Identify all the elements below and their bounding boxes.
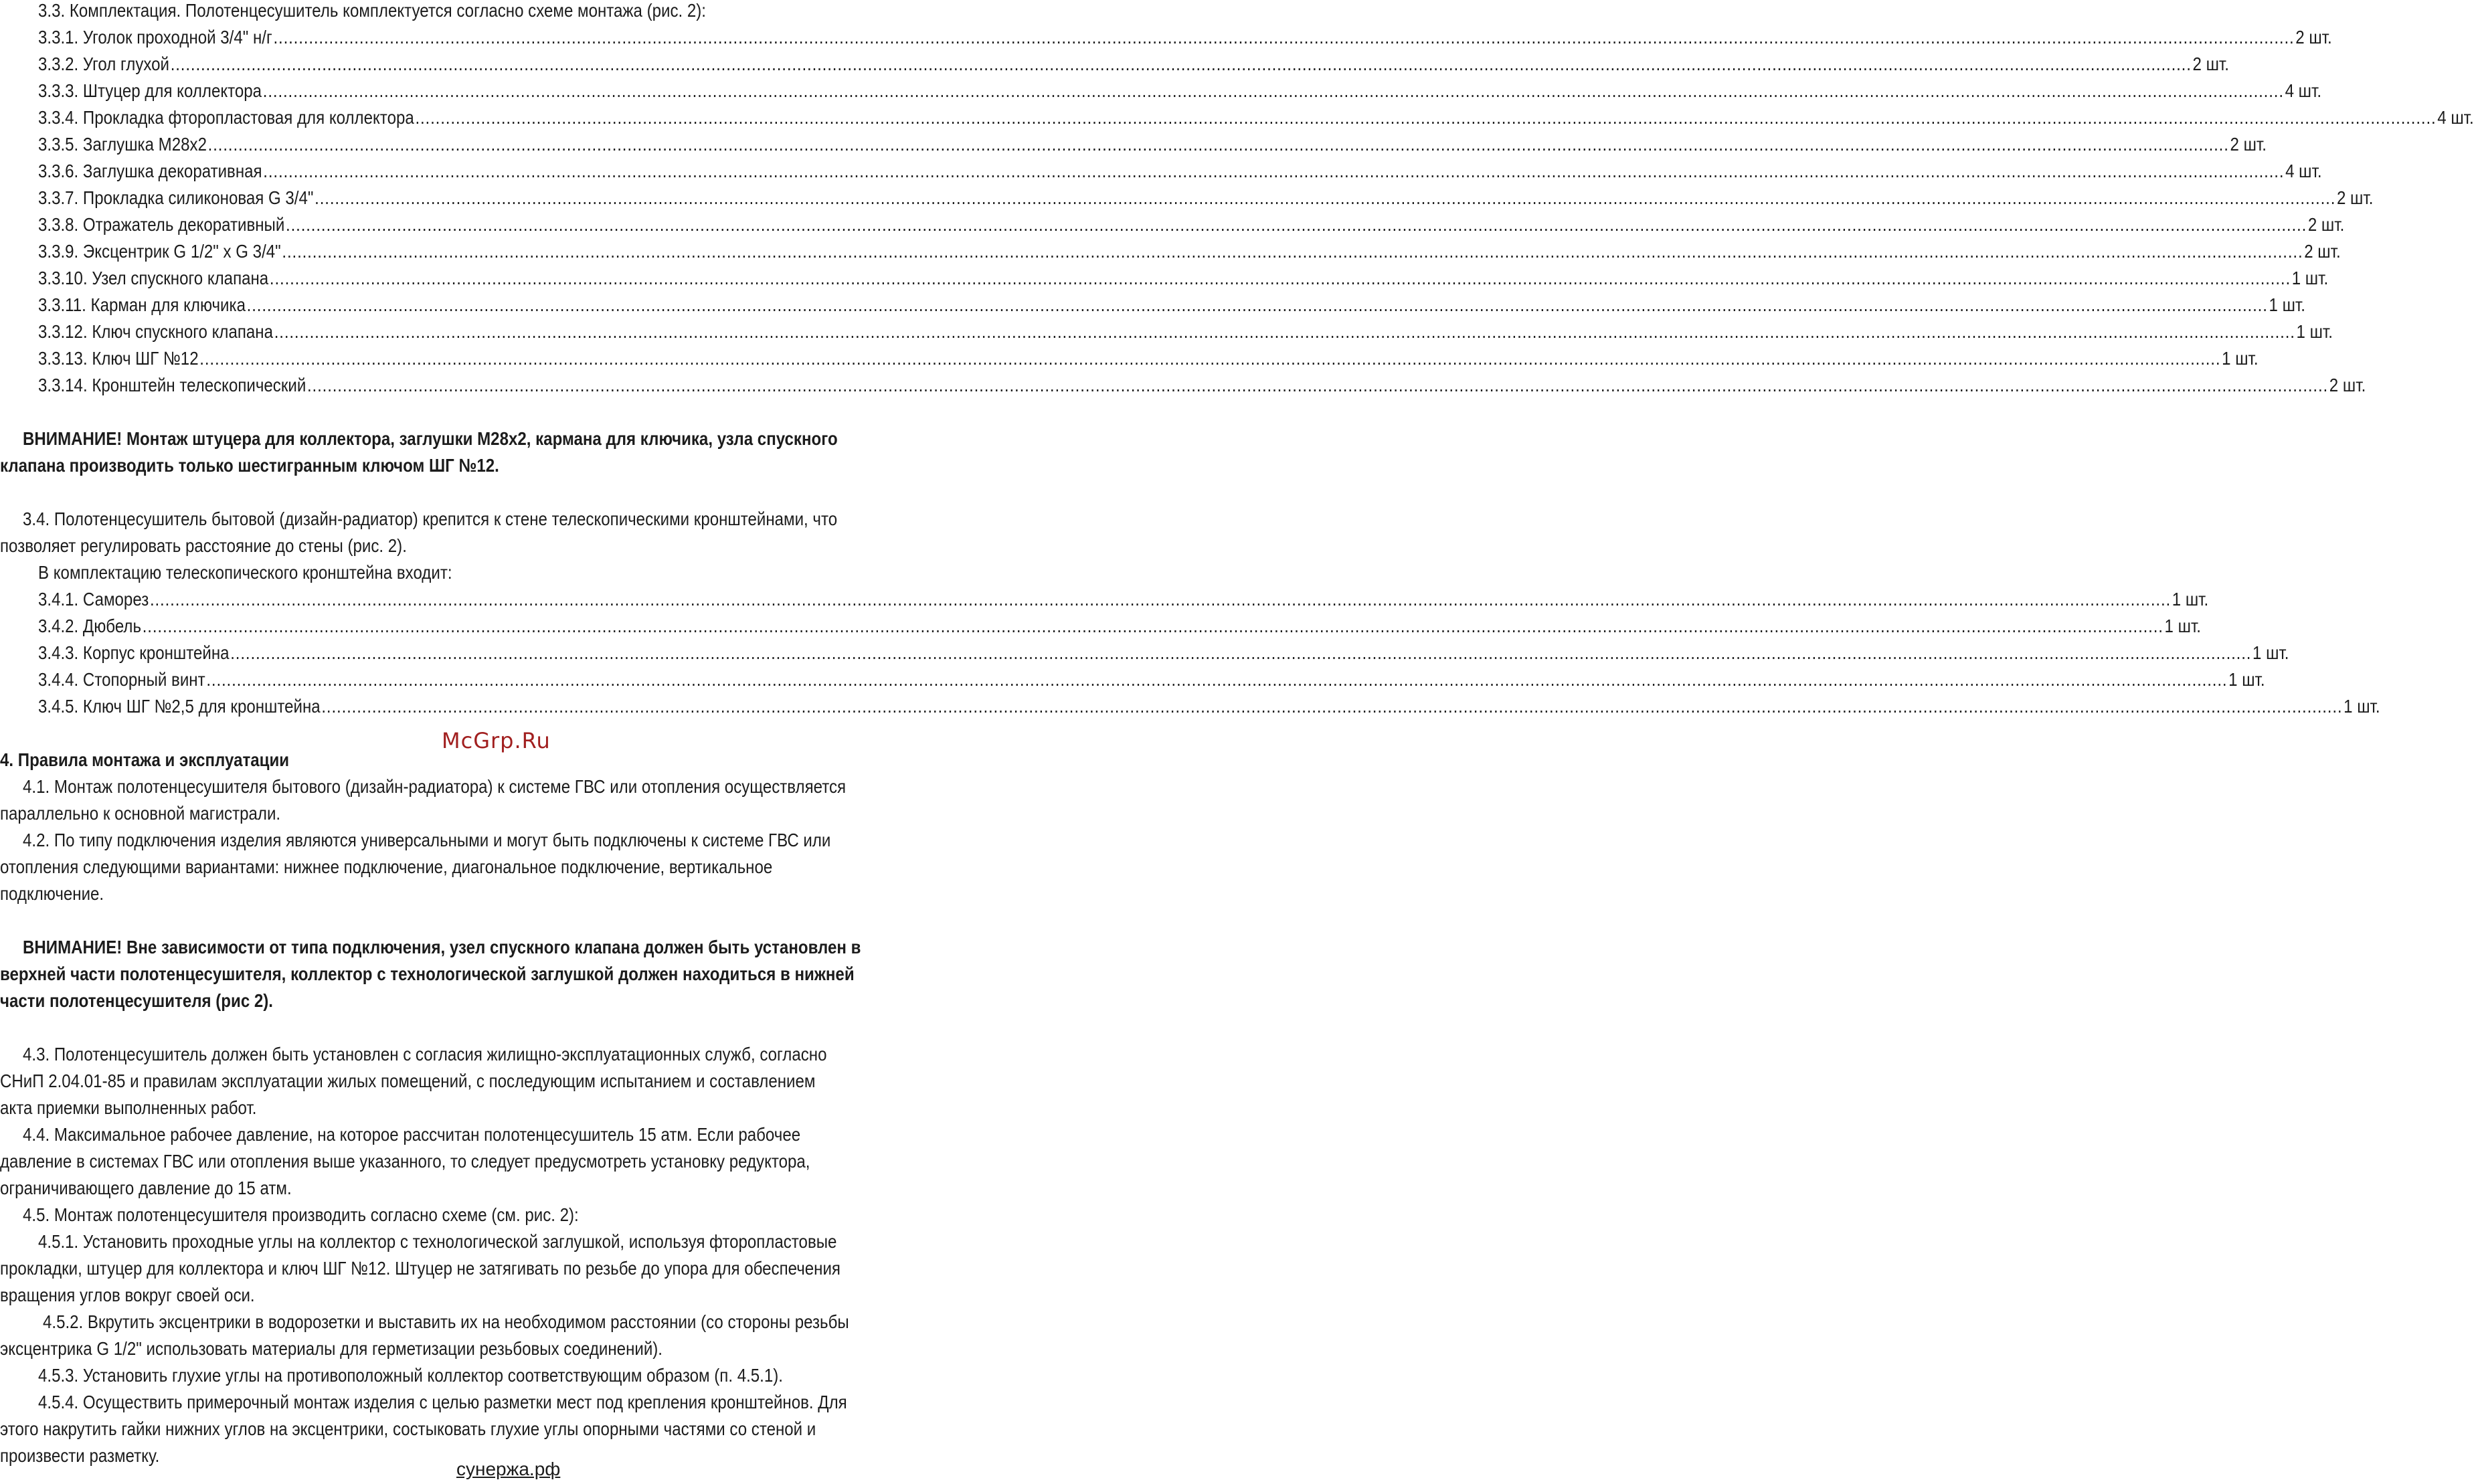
item-quantity: 1 шт. <box>2269 294 2305 315</box>
item-quantity: 1 шт. <box>2164 616 2202 636</box>
leader-dots: ................................................................................................................................................................................................................................................................................................................................................................................................................ <box>274 321 2295 342</box>
p-4-2-line-1: 4.2. По типу подключения изделия являются универсальными и могут быть подключены к системе ГВС или <box>23 830 831 850</box>
item-quantity: 2 шт. <box>2307 214 2345 235</box>
p-4-4-line-3: ограничивающего давление до 15 атм. <box>0 1178 292 1198</box>
section-3-3-item-10 <box>38 265 2329 292</box>
section-3-3-heading: 3.3. Комплектация. Полотенцесушитель комплектуется согласно схеме монтажа (рис. 2): <box>38 0 707 21</box>
item-quantity: 2 шт. <box>2304 241 2341 262</box>
item-quantity: 2 шт. <box>2230 134 2267 155</box>
item-name: 3.3.14. Кронштейн телескопический <box>38 375 306 395</box>
item-quantity: 2 шт. <box>2295 27 2332 48</box>
watermark-text: McGrp.Ru <box>442 728 551 753</box>
section-3-4-item-5 <box>38 693 2380 720</box>
item-name: 3.3.4. Прокладка фторопластовая для коллектора <box>38 107 414 128</box>
item-quantity: 4 шт. <box>2285 80 2322 101</box>
leader-dots: ................................................................................................................................................................................................................................................................................................................................................................................................................ <box>149 589 2172 610</box>
item-quantity: 1 шт. <box>2344 696 2380 717</box>
section-3-4-item-4 <box>38 666 2265 693</box>
item-name: 3.3.10. Узел спускного клапана <box>38 268 269 288</box>
item-name: 3.4.5. Ключ ШГ №2,5 для кронштейна <box>38 696 321 717</box>
leader-dots: ................................................................................................................................................................................................................................................................................................................................................................................................................ <box>273 27 2295 48</box>
item-quantity: 1 шт. <box>2228 669 2265 690</box>
p-4-5-3: 4.5.3. Установить глухие углы на противоположный коллектор соответствующим образом (п. 4.5.1). <box>38 1365 783 1386</box>
leader-dots: ................................................................................................................................................................................................................................................................................................................................................................................................................ <box>415 107 2437 128</box>
p-4-5-2-line-2: эксцентрика G 1/2" использовать материалы для герметизации резьбовых соединений). <box>0 1338 662 1359</box>
item-name: 3.3.11. Карман для ключика <box>38 294 246 315</box>
item-name: 3.3.2. Угол глухой <box>38 54 169 74</box>
section-3-4-item-3 <box>38 640 2289 666</box>
leader-dots: ................................................................................................................................................................................................................................................................................................................................................................................................................ <box>269 268 2291 288</box>
item-quantity: 4 шт. <box>2437 107 2474 128</box>
p-4-5-1-line-3: вращения углов вокруг своей оси. <box>0 1285 255 1305</box>
p-4-5-4-line-3: произвести разметку. <box>0 1445 160 1466</box>
item-name: 3.3.6. Заглушка декоративная <box>38 161 262 181</box>
p-4-1-line-2: параллельно к основной магистрали. <box>0 803 281 824</box>
p-4-4-line-2: давление в системах ГВС или отопления выше указанного, то следует предусмотреть установку редуктора, <box>0 1151 810 1172</box>
section-3-3-item-4 <box>38 104 2474 131</box>
item-name: 3.4.3. Корпус кронштейна <box>38 642 230 663</box>
section-3-4-line-2: позволяет регулировать расстояние до стены (рис. 2). <box>0 535 407 556</box>
item-quantity: 1 шт. <box>2291 268 2329 288</box>
p-4-2-line-3: подключение. <box>0 883 104 904</box>
section-3-3-item-7 <box>38 185 2374 211</box>
leader-dots: ................................................................................................................................................................................................................................................................................................................................................................................................................ <box>207 134 2229 155</box>
p-4-5-1-line-1: 4.5.1. Установить проходные углы на коллектор с технологической заглушкой, используя фторопластовые <box>38 1231 837 1252</box>
leader-dots: ................................................................................................................................................................................................................................................................................................................................................................................................................ <box>262 80 2284 101</box>
item-name: 3.3.5. Заглушка М28х2 <box>38 134 207 155</box>
item-name: 3.4.4. Стопорный винт <box>38 669 205 690</box>
item-quantity: 1 шт. <box>2222 348 2259 369</box>
item-name: 3.3.8. Отражатель декоративный <box>38 214 285 235</box>
leader-dots: ................................................................................................................................................................................................................................................................................................................................................................................................................ <box>263 161 2285 181</box>
item-name: 3.4.1. Саморез <box>38 589 149 610</box>
section-3-3-item-9 <box>38 238 2341 265</box>
leader-dots: ................................................................................................................................................................................................................................................................................................................................................................................................................ <box>286 214 2307 235</box>
item-name: 3.3.12. Ключ спускного клапана <box>38 321 274 342</box>
item-name: 3.3.3. Штуцер для коллектора <box>38 80 262 101</box>
footer-site-link[interactable]: сунержа.рф <box>456 1459 561 1479</box>
p-4-5: 4.5. Монтаж полотенцесушителя производить согласно схеме (см. рис. 2): <box>23 1204 579 1225</box>
leader-dots: ................................................................................................................................................................................................................................................................................................................................................................................................................ <box>246 294 2268 315</box>
leader-dots: ................................................................................................................................................................................................................................................................................................................................................................................................................ <box>307 375 2329 395</box>
leader-dots: ................................................................................................................................................................................................................................................................................................................................................................................................................ <box>282 241 2303 262</box>
section-3-3-item-12 <box>38 318 2333 345</box>
section-3-3-item-13 <box>38 345 2259 372</box>
section-3-3-item-11 <box>38 292 2305 318</box>
item-name: 3.4.2. Дюбель <box>38 616 142 636</box>
p-4-5-4-line-1: 4.5.4. Осуществить примерочный монтаж изделия с целью разметки мест под крепления кронштейнов. Для <box>38 1392 847 1412</box>
item-quantity: 4 шт. <box>2285 161 2322 181</box>
warning-1-line-2: клапана производить только шестигранным ключом ШГ №12. <box>0 455 499 476</box>
section-3-3-item-14 <box>38 372 2366 399</box>
item-quantity: 2 шт. <box>2329 375 2366 395</box>
section-3-3-item-2 <box>38 51 2229 78</box>
p-4-2-line-2: отопления следующими вариантами: нижнее подключение, диагональное подключение, вертикальное <box>0 856 773 877</box>
leader-dots: ................................................................................................................................................................................................................................................................................................................................................................................................................ <box>321 696 2343 717</box>
p-4-5-2-line-1: 4.5.2. Вкрутить эксцентрики в водорозетки и выставить их на необходимом расстоянии (со стороны резьбы <box>43 1311 849 1332</box>
p-4-3-line-2: СНиП 2.04.01-85 и правилам эксплуатации жилых помещений, с последующим испытанием и составлением <box>0 1071 816 1091</box>
item-quantity: 1 шт. <box>2296 321 2333 342</box>
leader-dots: ................................................................................................................................................................................................................................................................................................................................................................................................................ <box>170 54 2192 74</box>
section-3-3-item-5 <box>38 131 2267 158</box>
warning-2-line-3: части полотенцесушителя (рис 2). <box>0 990 274 1011</box>
p-4-4-line-1: 4.4. Максимальное рабочее давление, на которое рассчитан полотенцесушитель 15 атм. Если рабочее <box>23 1124 801 1145</box>
p-4-5-4-line-2: этого накрутить гайки нижних углов на эксцентрики, состыковать глухие углы опорными частями со стеной и <box>0 1418 816 1439</box>
section-3-4-item-2 <box>38 613 2202 640</box>
item-name: 3.3.13. Ключ ШГ №12 <box>38 348 199 369</box>
section-3-4-line-1: 3.4. Полотенцесушитель бытовой (дизайн-радиатор) крепится к стене телескопическими кронштейнами, что <box>23 508 838 529</box>
item-quantity: 2 шт. <box>2336 187 2374 208</box>
section-3-3-item-3 <box>38 78 2322 104</box>
item-quantity: 2 шт. <box>2192 54 2229 74</box>
section-3-4-item-1 <box>38 586 2209 613</box>
item-name: 3.3.7. Прокладка силиконовая G 3/4" <box>38 187 314 208</box>
section-4-title: 4. Правила монтажа и эксплуатации <box>0 749 290 770</box>
item-name: 3.3.1. Уголок проходной 3/4" н/г <box>38 27 272 48</box>
warning-2-line-1: ВНИМАНИЕ! Вне зависимости от типа подключения, узел спускного клапана должен быть установлен в <box>23 937 861 957</box>
section-3-3-item-6 <box>38 158 2322 185</box>
leader-dots: ................................................................................................................................................................................................................................................................................................................................................................................................................ <box>206 669 2228 690</box>
leader-dots: ................................................................................................................................................................................................................................................................................................................................................................................................................ <box>142 616 2163 636</box>
item-quantity: 1 шт. <box>2172 589 2209 610</box>
leader-dots: ................................................................................................................................................................................................................................................................................................................................................................................................................ <box>199 348 2221 369</box>
p-4-5-1-line-2: прокладки, штуцер для коллектора и ключ ШГ №12. Штуцер не затягивать по резьбе до упора для обеспечения <box>0 1258 841 1279</box>
leader-dots: ................................................................................................................................................................................................................................................................................................................................................................................................................ <box>230 642 2252 663</box>
section-3-4-intro: В комплектацию телескопического кронштейна входит: <box>38 562 452 583</box>
warning-1-line-1: ВНИМАНИЕ! Монтаж штуцера для коллектора, заглушки М28х2, кармана для ключика, узла спускного <box>23 428 838 449</box>
p-4-3-line-1: 4.3. Полотенцесушитель должен быть установлен с согласия жилищно-эксплуатационных служб, согласно <box>23 1044 827 1064</box>
section-3-3-item-1 <box>38 24 2332 51</box>
item-quantity: 1 шт. <box>2252 642 2289 663</box>
warning-2-line-2: верхней части полотенцесушителя, коллектор с технологической заглушкой должен находиться в нижней <box>0 963 855 984</box>
leader-dots: ................................................................................................................................................................................................................................................................................................................................................................................................................ <box>315 187 2336 208</box>
section-3-3-item-8 <box>38 211 2345 238</box>
item-name: 3.3.9. Эксцентрик G 1/2" х G 3/4" <box>38 241 281 262</box>
p-4-3-line-3: акта приемки выполненных работ. <box>0 1097 257 1118</box>
p-4-1-line-1: 4.1. Монтаж полотенцесушителя бытового (дизайн-радиатора) к системе ГВС или отопления осуществляется <box>23 776 847 797</box>
